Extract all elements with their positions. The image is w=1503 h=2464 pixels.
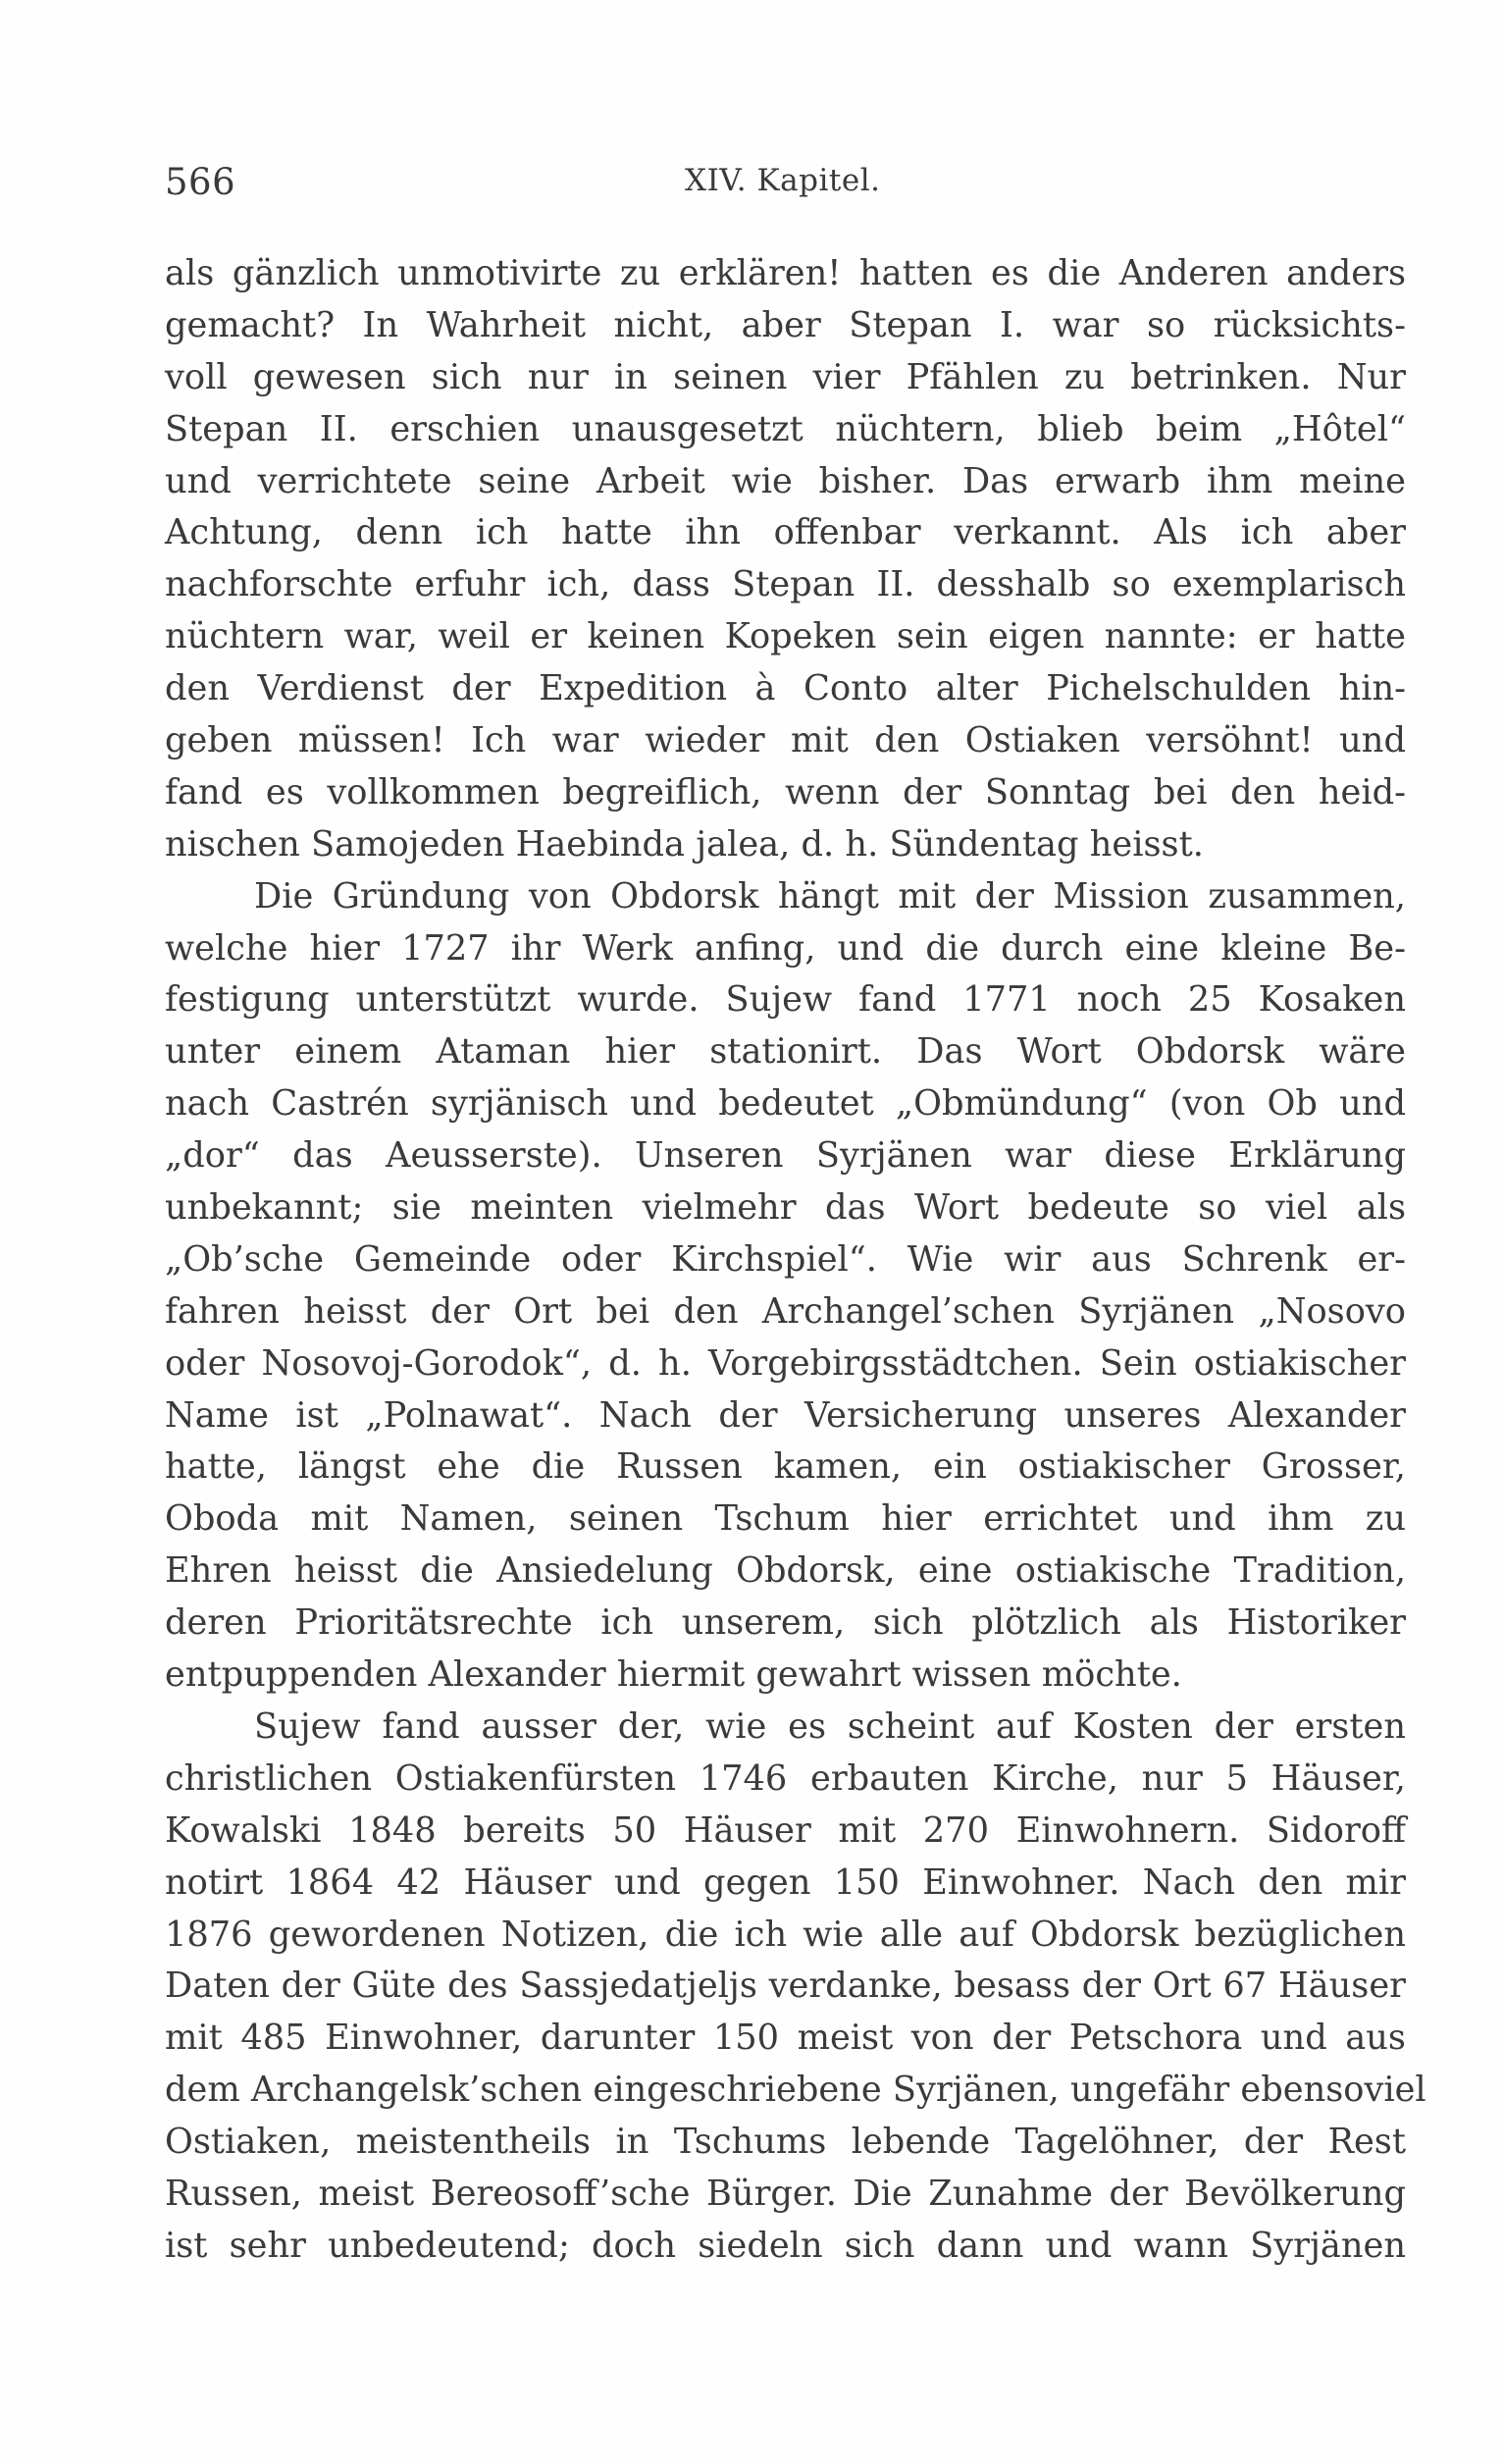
text-line: mit 485 Einwohner, darunter 150 meist von der Petschora und aus bbox=[165, 2018, 1406, 2059]
paragraph-end-line: nischen Samojeden Haebinda jalea, d. h. Sündentag heisst. bbox=[165, 823, 1204, 865]
text-line: den Verdienst der Expedition à Conto alter Pichelschulden hin- bbox=[165, 668, 1406, 709]
text-line: dem Archangelsk’schen eingeschriebene Syrjänen, ungefähr ebensoviel bbox=[165, 2070, 1426, 2111]
text-line: als gänzlich unmotivirte zu erklären! hatten es die Anderen anders bbox=[165, 253, 1406, 293]
text-line: voll gewesen sich nur in seinen vier Pfählen zu betrinken. Nur bbox=[165, 356, 1406, 397]
text-line: 1876 gewordenen Notizen, die ich wie alle auf Obdorsk bezüglichen bbox=[165, 1914, 1406, 1955]
text-line: Oboda mit Namen, seinen Tschum hier errichtet und ihm zu bbox=[165, 1498, 1406, 1540]
text-line: Achtung, denn ich hatte ihn offenbar verkannt. Als ich aber bbox=[165, 512, 1406, 553]
text-line: oder Nosovoj-Gorodok“, d. h. Vorgebirgsstädtchen. Sein ostiakischer bbox=[165, 1342, 1406, 1384]
text-line: nach Castrén syrjänisch und bedeutet „Obmündung“ (von Ob und bbox=[165, 1083, 1406, 1125]
text-line: hatte, längst ehe die Russen kamen, ein ostiakischer Grosser, bbox=[165, 1446, 1406, 1488]
text-line: „dor“ das Aeusserste). Unseren Syrjänen war diese Erklärung bbox=[165, 1135, 1406, 1177]
text-line: und verrichtete seine Arbeit wie bisher. Das erwarb ihm meine bbox=[165, 460, 1406, 501]
page-number: 566 bbox=[165, 161, 236, 203]
text-line: fand es vollkommen begreiflich, wenn der Sonntag bei den heid- bbox=[165, 771, 1406, 813]
text-line: christlichen Ostiakenfürsten 1746 erbauten Kirche, nur 5 Häuser, bbox=[165, 1757, 1406, 1799]
text-line: Name ist „Polnawat“. Nach der Versicherung unseres Alexander bbox=[165, 1394, 1406, 1436]
text-line: Stepan II. erschien unausgesetzt nüchtern, blieb beim „Hôtel“ bbox=[165, 408, 1406, 449]
text-line: notirt 1864 42 Häuser und gegen 150 Einwohner. Nach den mir bbox=[165, 1861, 1406, 1903]
text-line: „Ob’sche Gemeinde oder Kirchspiel“. Wie wir aus Schrenk er- bbox=[165, 1238, 1406, 1280]
paragraph-start-line: Sujew fand ausser der, wie es scheint auf Kosten der ersten bbox=[254, 1705, 1406, 1747]
text-line: unter einem Ataman hier stationirt. Das Wort Obdorsk wäre bbox=[165, 1031, 1406, 1073]
text-line: festigung unterstützt wurde. Sujew fand 1771 noch 25 Kosaken bbox=[165, 979, 1406, 1021]
text-line: ist sehr unbedeutend; doch siedeln sich dann und wann Syrjänen bbox=[165, 2225, 1406, 2266]
text-line: Ehren heisst die Ansiedelung Obdorsk, eine ostiakische Tradition, bbox=[165, 1550, 1406, 1592]
text-line: welche hier 1727 ihr Werk anfing, und die durch eine kleine Be- bbox=[165, 927, 1406, 969]
paragraph-start-line: Die Gründung von Obdorsk hängt mit der Mission zusammen, bbox=[254, 875, 1406, 917]
text-line: deren Prioritätsrechte ich unserem, sich plötzlich als Historiker bbox=[165, 1602, 1406, 1644]
text-line: nachforschte erfuhr ich, dass Stepan II. desshalb so exemplarisch bbox=[165, 564, 1406, 605]
page-header bbox=[165, 161, 1425, 208]
text-line: gemacht? In Wahrheit nicht, aber Stepan I. war so rücksichts- bbox=[165, 304, 1406, 345]
text-line: fahren heisst der Ort bei den Archangel’schen Syrjänen „Nosovo bbox=[165, 1290, 1406, 1332]
text-line: Daten der Güte des Sassjedatjeljs verdanke, besass der Ort 67 Häuser bbox=[165, 1966, 1406, 2007]
body-text bbox=[165, 248, 1426, 2273]
paragraph-end-line: entpuppenden Alexander hiermit gewahrt wissen möchte. bbox=[165, 1654, 1182, 1696]
text-line: Kowalski 1848 bereits 50 Häuser mit 270 Einwohnern. Sidoroff bbox=[165, 1809, 1406, 1851]
text-line: geben müssen! Ich war wieder mit den Ostiaken versöhnt! und bbox=[165, 720, 1406, 761]
text-line: nüchtern war, weil er keinen Kopeken sein eigen nannte: er hatte bbox=[165, 616, 1406, 657]
text-line: unbekannt; sie meinten vielmehr das Wort bedeute so viel als bbox=[165, 1187, 1406, 1229]
text-line: Ostiaken, meistentheils in Tschums lebende Tagelöhner, der Rest bbox=[165, 2122, 1406, 2163]
running-title: XIV. Kapitel. bbox=[685, 163, 881, 198]
text-line: Russen, meist Bereosoff’sche Bürger. Die Zunahme der Bevölkerung bbox=[165, 2173, 1406, 2214]
